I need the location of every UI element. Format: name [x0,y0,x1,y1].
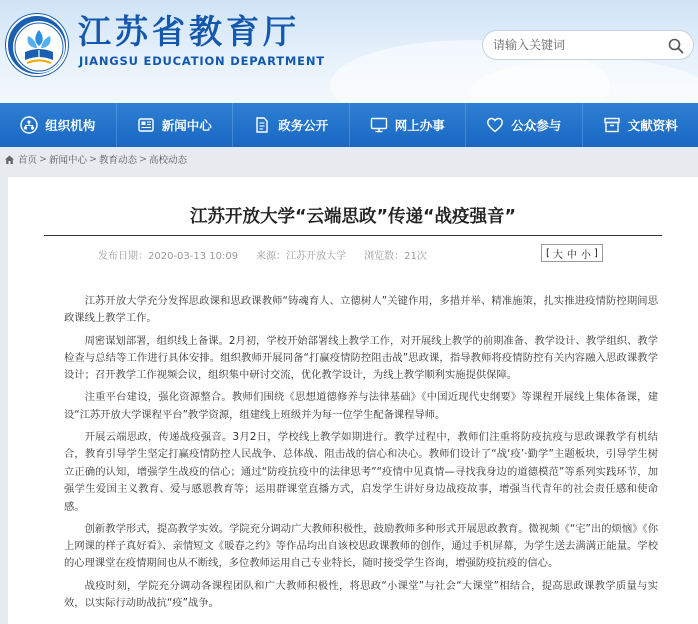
article-meta [98,247,427,262]
view-count: 浏览数：21次 [364,251,427,262]
site-subtitle: JIANGSU EDUCATION DEPARTMENT [79,54,325,68]
article-panel [8,177,698,624]
search-icon[interactable] [667,37,685,55]
breadcrumb-separator: > [39,153,47,165]
nav-item-online-service[interactable] [350,103,467,147]
heart-icon [486,116,504,134]
article-paragraph: 创新教学形式，提高教学实效。学院充分调动广大教师积极性，鼓励教师多种形式开展思政教育。微视频《“宅”出的烦恼》《你上网课的样子真好看》、亲情短文《暖春之约》等作品均出自该校思政课教师的创作，通过手机屏幕，为学生送去满满正能量。学校的心理课堂在疫情期间也从不断线，多位教师运用自己专业特长，随时接受学生咨询，增强防疫抗疫的信心。 [64,522,658,570]
article-body [64,293,658,617]
font-size-bracket-close: ] [593,247,598,259]
breadcrumb-home[interactable]: 首页 [18,155,38,166]
seal-logo-icon[interactable] [6,14,68,76]
article-title: 江苏开放大学“云端思政”传递“战疫强音” [189,207,516,227]
home-icon [4,154,15,165]
breadcrumb [4,152,187,166]
nav-item-label: 文献资料 [627,118,678,133]
search-input[interactable] [493,36,653,54]
nav-item-label: 组织机构 [45,118,96,133]
nav-item-label: 政务公开 [278,118,329,133]
breadcrumb-separator: > [89,153,97,165]
nav-item-documents[interactable] [583,103,698,147]
article-paragraph: 开展云端思政，传递战疫强音。3月2日，学校线上教学如期进行。教学过程中，教师们注重将防疫抗疫与思政课教学有机结合，教育引导学生坚定打赢疫情防控人民战争、总体战、阻击战的信心和决心。教师们设计了“战‘疫’·勤学”主题板块，引导学生树立正确的认知，增强学生战疫的信心；通过“防疫抗疫中的法律思考”“疫情中见真情—寻找我身边的道德模范”等系列实践环节，加强学生爱国主义教育、爱与感恩教育等；运用群课堂直播方式，启发学生讲好身边战疫故事，增强当代青年的社会责任感和使命感。 [64,430,658,513]
nav-item-label: 新闻中心 [161,118,212,133]
search-box [482,30,694,60]
breadcrumb-separator: > [138,153,147,165]
nav-item-org[interactable] [0,103,117,147]
main-nav [0,103,698,147]
article-paragraph: 江苏开放大学充分发挥思政课和思政课教师“铸魂育人、立德树人”关键作用，多措并举、精准施策，扎实推进疫情防控期间思政课线上教学工作。 [64,295,658,325]
font-size-large-button[interactable]: 大 [552,249,563,261]
monitor-icon [370,116,388,134]
nav-item-gov-public[interactable] [233,103,350,147]
doc-public-icon [253,116,271,134]
title-divider [44,235,662,236]
nav-item-label: 公众参与 [511,118,562,133]
newspaper-icon [137,116,155,134]
archive-icon [603,116,621,134]
nav-item-label: 网上办事 [394,118,445,133]
article-paragraph: 周密谋划部署，组织线上备课。2月初，学校开始部署线上教学工作，对开展线上教学的前期准备、教学设计、教学组织、教学检查与总结等工作进行具体安排。组织教师开展同备“打赢疫情防控阻击战”思政课，指导教师将疫情防控有关内容融入思政课教学设计；召开教学工作视频会议，组织集中研讨交流，优化教学设计，为线上教学顺利实施提供保障。 [64,334,658,382]
nav-item-news[interactable] [117,103,234,147]
site-header [0,0,698,103]
font-size-switcher [541,244,603,262]
breadcrumb-news-center[interactable]: 新闻中心 [48,155,87,166]
font-size-medium-button[interactable]: 中 [566,249,577,261]
org-chart-icon [20,116,38,134]
font-size-bracket-open: [ [546,247,550,259]
article-paragraph: 战疫时刻，学院充分调动各课程团队和广大教师积极性，将思政“小课堂”与社会“大课堂”相结合，提高思政课教学质量与实效，以实际行动助战抗“疫”战争。 [64,579,658,609]
breadcrumb-university-news[interactable]: 高校动态 [148,155,187,166]
font-size-small-button[interactable]: 小 [580,249,591,261]
nav-item-public-participation[interactable] [466,103,583,147]
article-source: 来源：江苏开放大学 [256,251,347,262]
publish-date: 发布日期：2020-03-13 10:09 [98,251,239,262]
breadcrumb-education-news[interactable]: 教育动态 [98,155,137,166]
article-paragraph: 注重平台建设，强化资源整合。教师们围绕《思想道德修养与法律基础》《中国近现代史纲要》等课程开展线上集体备课，建设“江苏开放大学课程平台”教学资源，组建线上班级并为每一位学生配备课程导师。 [64,391,658,421]
site-title: 江苏省教育厅 [78,12,300,51]
